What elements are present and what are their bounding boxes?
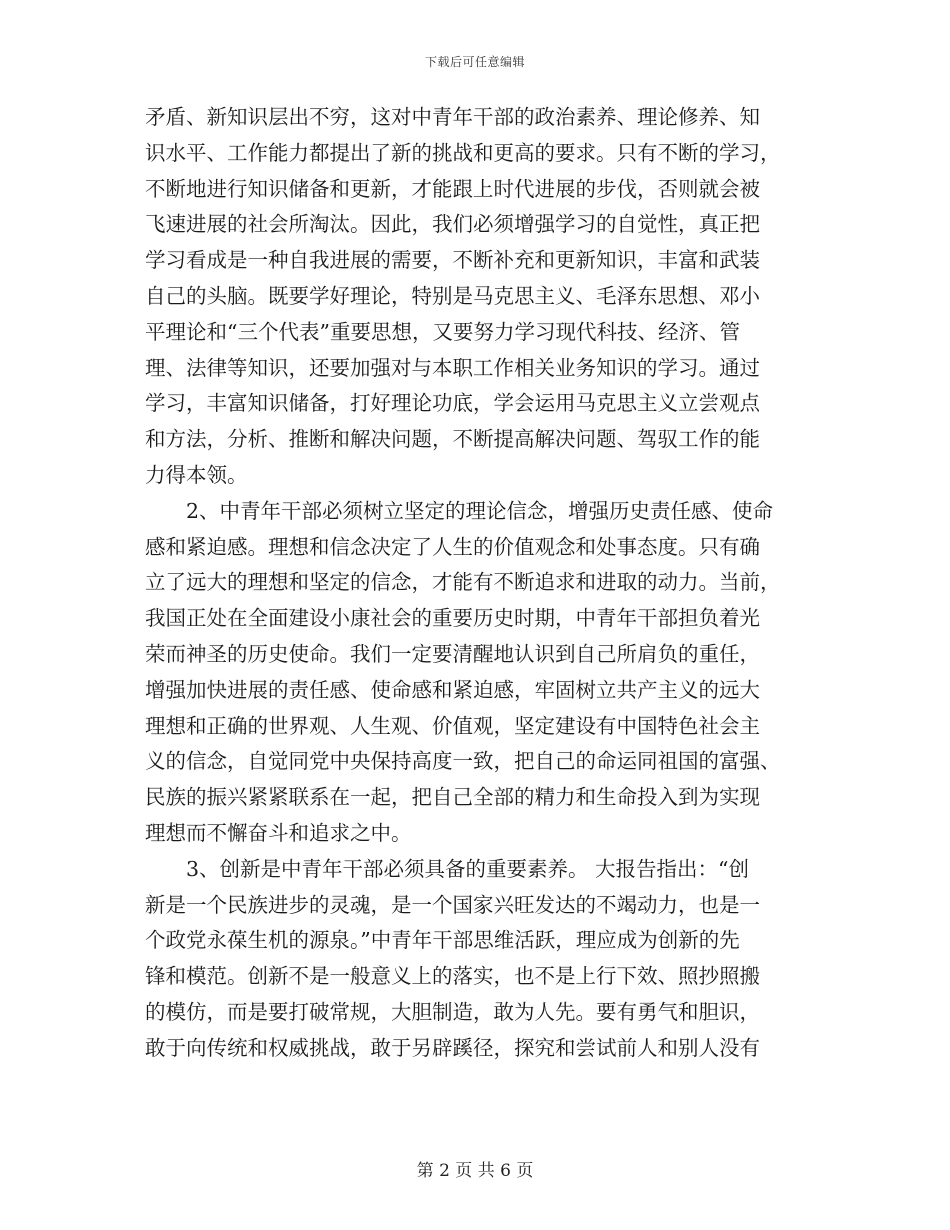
text-line: 平理论和“三个代表”重要思想，又要努力学习现代科技、经济、管 (145, 319, 740, 344)
page-footer: 第 2 页 共 6 页 (416, 1161, 534, 1181)
text-line: 立了远大的理想和坚定的信念，才能有不断追求和进取的动力。当前， (145, 570, 781, 595)
paragraph-3 (145, 852, 805, 1067)
text-line: 学习，丰富知识储备，打好理论功底，学会运用马克思主义立尝观点 (145, 391, 760, 416)
text-line: 和方法，分析、推断和解决问题，不断提高解决问题、驾驭工作的能 (145, 427, 760, 452)
text-line: 自己的头脑。既要学好理论，特别是马克思主义、毛泽东思想、邓小 (145, 283, 760, 308)
text-line: 3、创新是中青年干部必须具备的重要素养。 大报告指出：“创 (145, 856, 750, 881)
text-line: 新是一个民族进步的灵魂，是一个国家兴旺发达的不竭动力，也是一 (145, 892, 760, 917)
text-line: 感和紧迫感。理想和信念决定了人生的价值观念和处事态度。只有确 (145, 534, 760, 559)
text-line: 锋和模范。创新不是一般意义上的落实，也不是上行下效、照抄照搬 (145, 964, 760, 989)
text-line: 义的信念，自觉同党中央保持高度一致，把自己的命运同祖国的富强、 (145, 749, 781, 774)
page-header: 下载后可任意编辑 (424, 55, 525, 69)
text-line: 学习看成是一种自我进展的需要，不断补充和更新知识，丰富和武装 (145, 248, 760, 273)
text-line: 2、中青年干部必须树立坚定的理论信念，增强历史责任感、使命 (145, 498, 774, 523)
text-line: 的模仿，而是要打破常规，大胆制造，敢为人先。要有勇气和胆识， (145, 999, 760, 1024)
body-text (145, 100, 805, 1067)
text-line: 力得本领。 (145, 462, 248, 487)
text-line: 矛盾、新知识层出不穷，这对中青年干部的政治素养、理论修养、知 (145, 105, 760, 129)
paragraph-1 (145, 100, 805, 494)
text-line: 理想而不懈奋斗和追求之中。 (145, 820, 412, 845)
text-line: 不断地进行知识储备和更新，才能跟上时代进展的步伐，否则就会被 (145, 176, 760, 201)
text-line: 荣而神圣的历史使命。我们一定要清醒地认识到自己所肩负的重任， (145, 641, 760, 666)
text-line: 敢于向传统和权威挑战，敢于另辟蹊径，探究和尝试前人和别人没有 (145, 1035, 760, 1060)
text-line: 增强加快进展的责任感、使命感和紧迫感，牢固树立共产主义的远大 (145, 677, 760, 702)
text-line: 理想和正确的世界观、人生观、价值观，坚定建设有中国特色社会主 (145, 713, 760, 738)
paragraph-2 (145, 494, 805, 852)
text-line: 我国正处在全面建设小康社会的重要历史时期，中青年干部担负着光 (145, 606, 760, 631)
text-line: 飞速进展的社会所淘汰。因此，我们必须增强学习的自觉性，真正把 (145, 212, 760, 237)
text-line: 识水平、工作能力都提出了新的挑战和更高的要求。只有不断的学习， (145, 140, 781, 165)
text-line: 理、法律等知识，还要加强对与本职工作相关业务知识的学习。通过 (145, 355, 760, 380)
text-line: 民族的振兴紧紧联系在一起，把自己全部的精力和生命投入到为实现 (145, 785, 760, 810)
text-line: 个政党永葆生机的源泉。”中青年干部思维活跃，理应成为创新的先 (145, 928, 740, 953)
